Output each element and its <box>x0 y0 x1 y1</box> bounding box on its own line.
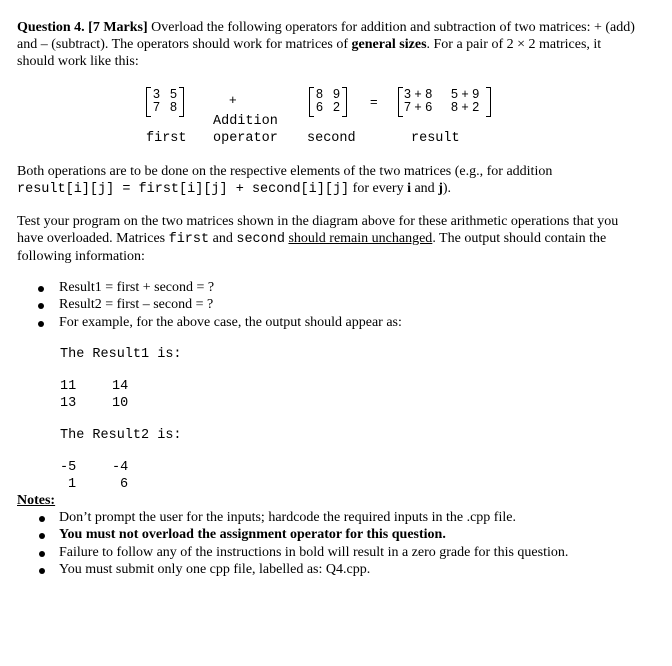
equals-sign: = <box>370 94 378 109</box>
note-item: You must submit only one cpp file, labelled as: Q4.cpp. <box>59 562 371 577</box>
unchanged-underline: should remain unchanged <box>288 231 433 246</box>
matrix-cell: 6 <box>316 100 323 114</box>
list-item: Result2 = first – second = ? <box>59 297 214 312</box>
question-intro: Question 4. [7 Marks] Overload the following operators for addition and subtraction of two matrices: + (add) and – (subtract). The operators should work for matrices of general sizes. For a pair of 2 × 2 matrices, it should work like this: <box>17 20 635 69</box>
output-cell: -4 <box>112 460 129 475</box>
result-label: result <box>411 131 460 146</box>
matrix-cell: 3 + 8 <box>404 87 433 101</box>
matrix-result <box>398 87 491 117</box>
general-sizes-bold: general sizes <box>351 37 427 52</box>
note-item: You must not overload the assignment operator for this question. <box>59 527 446 542</box>
notes-title: Notes: <box>17 493 56 508</box>
operator-label-top: Addition <box>213 114 278 129</box>
plus-sign: + <box>229 92 237 107</box>
test-paragraph: Test your program on the two matrices shown in the diagram above for these arithmetic operations that you have overloaded. Matrices first and second should remain unchanged. The output should contain the following information: <box>17 214 619 264</box>
list-item: For example, for the above case, the output should appear as: <box>59 315 402 330</box>
first-label: first <box>146 131 187 146</box>
output-cell: 13 <box>60 396 77 411</box>
operations-paragraph: Both operations are to be done on the respective elements of the two matrices (e.g., for addition result[i][j] = first[i][j] + second[i][j] for every i and j). <box>17 164 553 197</box>
matrix-cell: 8 <box>316 87 323 101</box>
matrix-cell: 5 + 9 <box>451 87 480 101</box>
matrix-cell: 5 <box>170 87 177 101</box>
matrix-cell: 3 <box>153 87 160 101</box>
first-code: first <box>168 232 210 247</box>
output-cell: 6 <box>120 477 129 492</box>
second-code: second <box>236 232 285 247</box>
question-heading: Question 4. [7 Marks] <box>17 20 148 35</box>
code-expression: result[i][j] = first[i][j] + second[i][j] <box>17 182 350 197</box>
result1-label: The Result1 is: <box>60 347 182 362</box>
note-item: Failure to follow any of the instructions in bold will result in a zero grade for this question. <box>59 545 569 560</box>
note-item: Don’t prompt the user for the inputs; hardcode the required inputs in the .cpp file. <box>59 510 516 525</box>
matrix-cell: 7 + 6 <box>404 100 433 114</box>
matrix-cell: 9 <box>333 87 340 101</box>
result2-label: The Result2 is: <box>60 428 182 443</box>
output-cell: -5 <box>60 460 77 475</box>
output-cell: 10 <box>112 396 129 411</box>
output-cell: 1 <box>68 477 77 492</box>
output-cell: 11 <box>60 379 77 394</box>
matrix-first <box>146 87 184 117</box>
list-item: Result1 = first + second = ? <box>59 280 215 295</box>
matrix-cell: 8 + 2 <box>451 100 480 114</box>
output-cell: 14 <box>112 379 129 394</box>
matrix-cell: 2 <box>333 100 340 114</box>
operator-label-bottom: operator <box>213 131 278 146</box>
matrix-second <box>309 87 347 117</box>
matrix-cell: 8 <box>170 100 177 114</box>
second-label: second <box>307 131 356 146</box>
matrix-cell: 7 <box>153 100 160 114</box>
